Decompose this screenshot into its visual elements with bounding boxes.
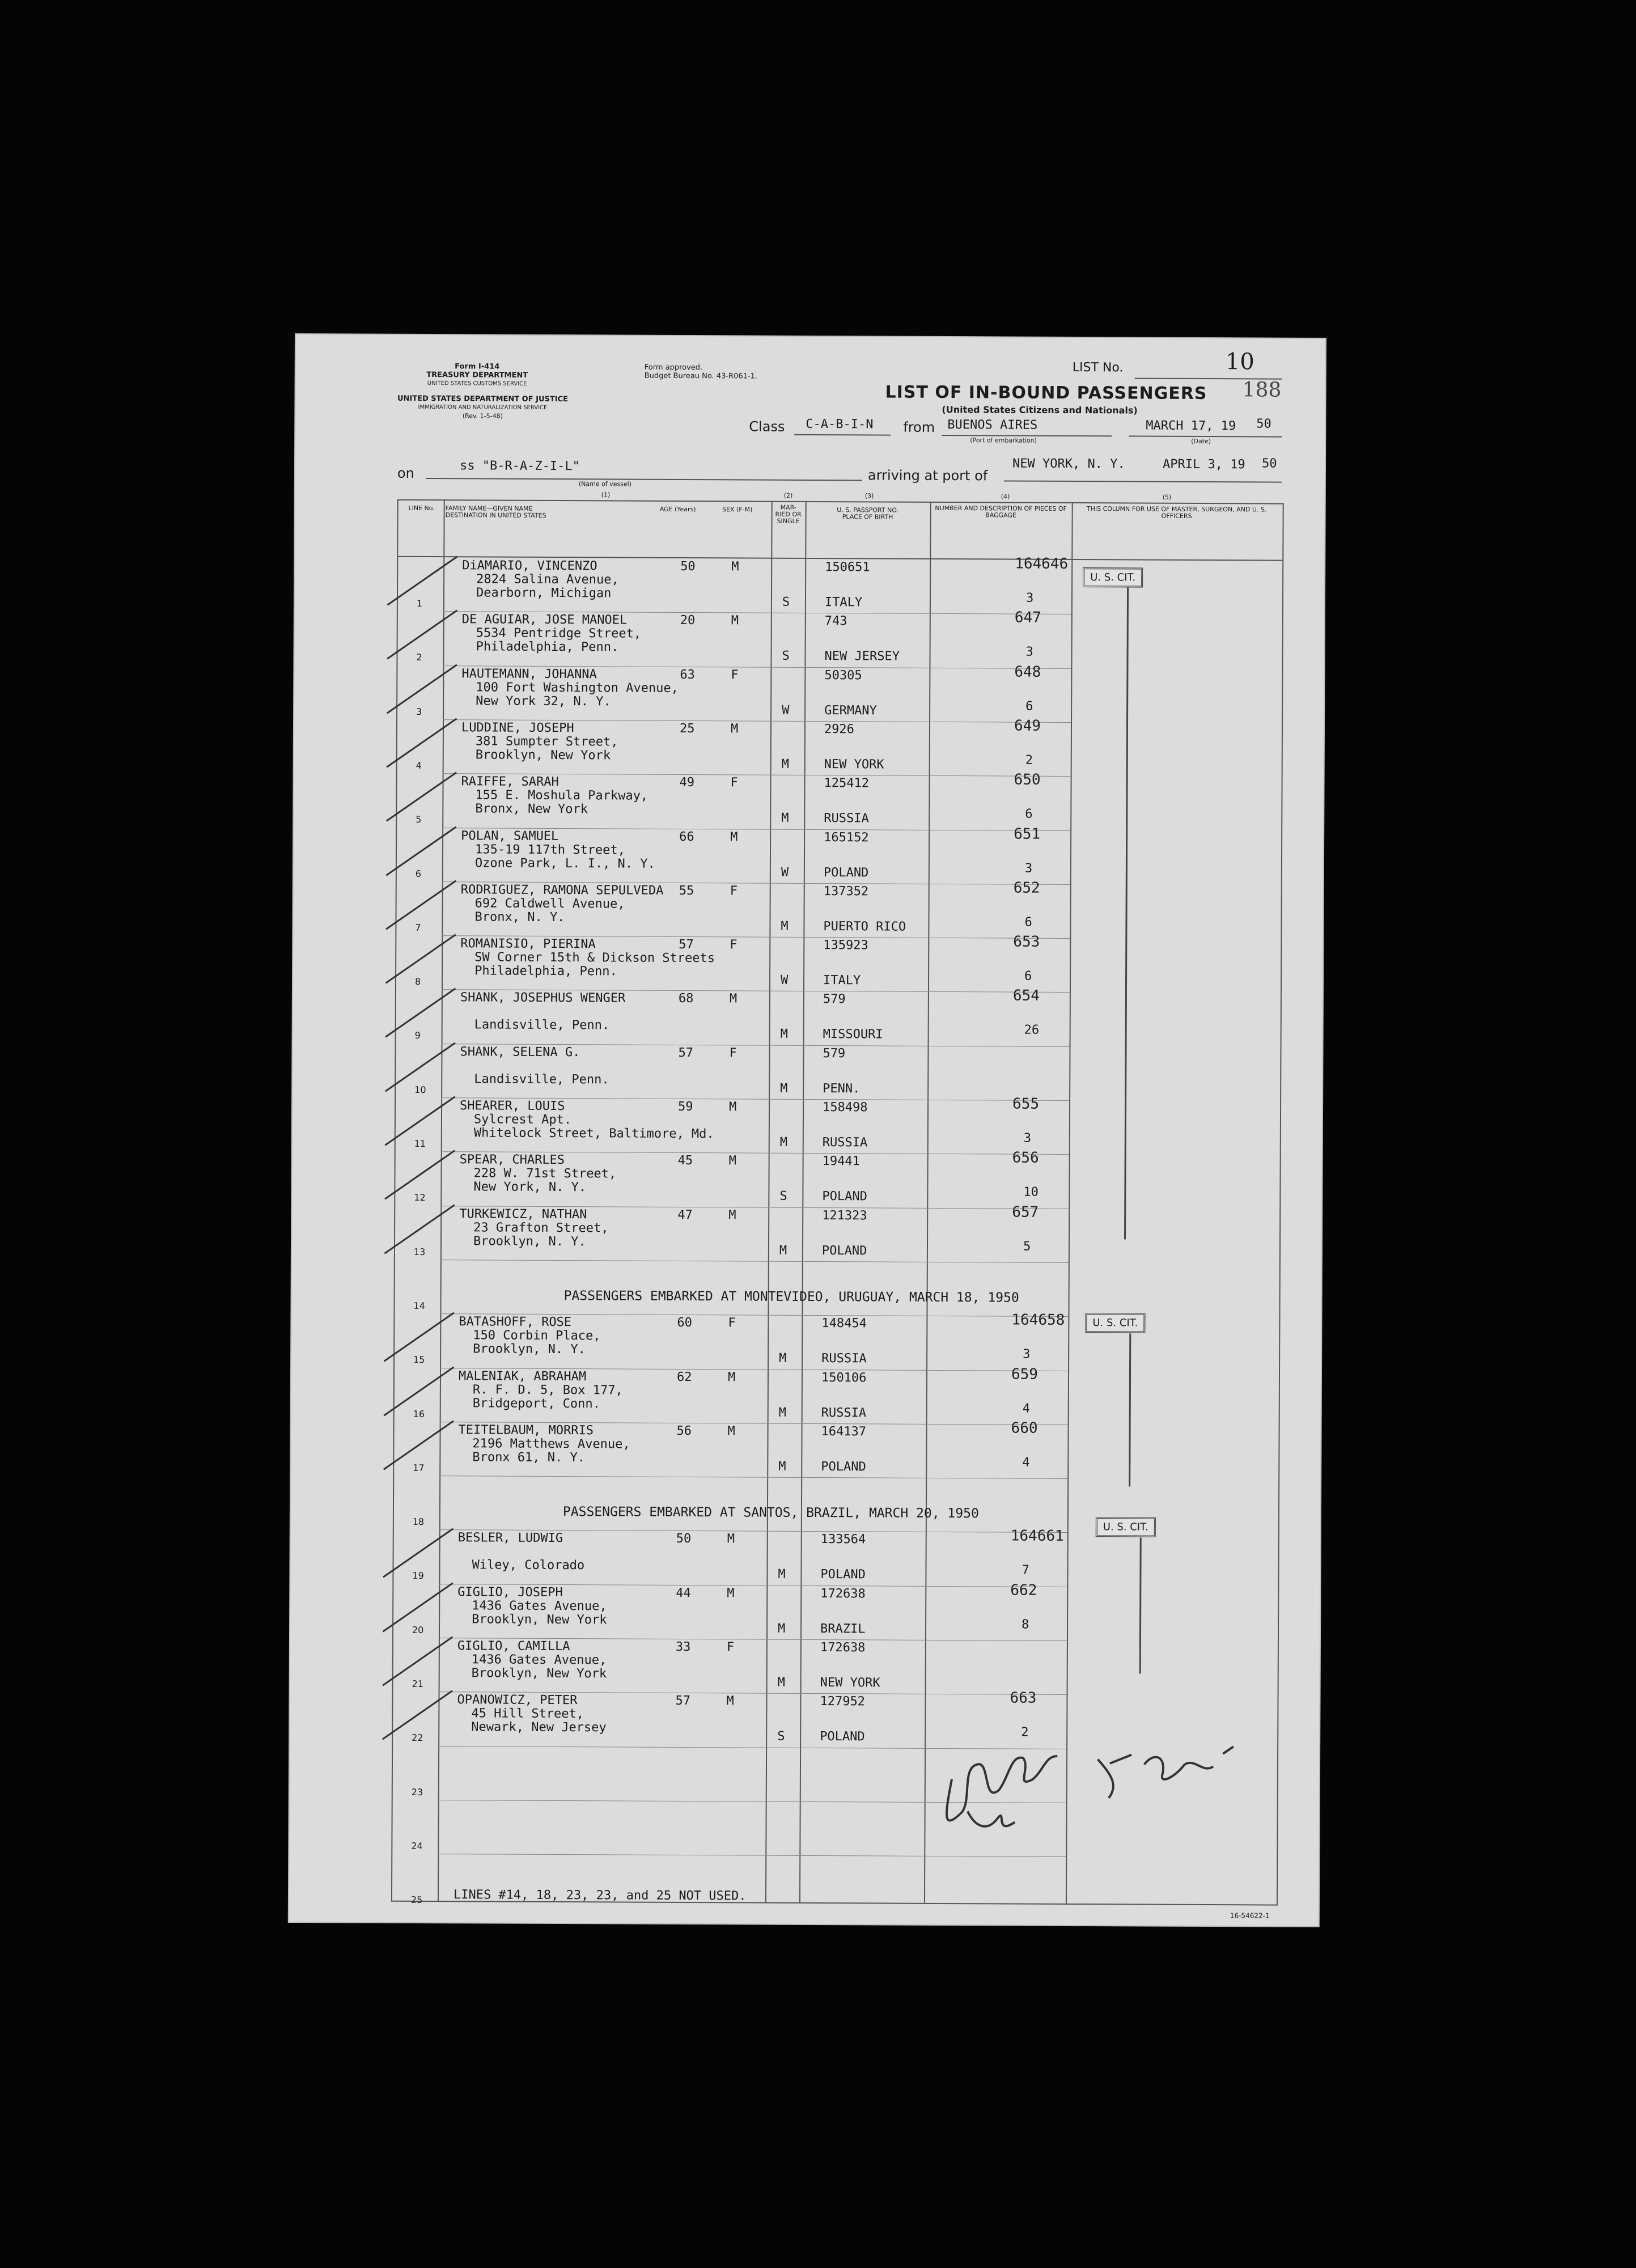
marital-status: S — [777, 1729, 785, 1744]
place-of-birth: PUERTO RICO — [823, 919, 906, 934]
place-of-birth: POLAND — [820, 1567, 866, 1582]
line-number: 10 — [414, 1084, 426, 1095]
passenger-manifest-sheet — [289, 334, 1325, 1926]
passenger-name: SPEAR, CHARLES — [459, 1152, 565, 1168]
place-of-birth: NEW YORK — [824, 757, 884, 772]
passenger-address: 150 Corbin Place, — [473, 1328, 601, 1343]
baggage-tag-number: 164661 — [1010, 1527, 1064, 1545]
passenger-address: Newark, New Jersey — [471, 1720, 607, 1735]
approval-block — [645, 363, 757, 381]
passenger-age: 50 — [676, 1532, 692, 1546]
passenger-age: 62 — [676, 1370, 692, 1384]
baggage-pieces: 3 — [1023, 1131, 1032, 1146]
baggage-pieces: 3 — [1025, 645, 1033, 659]
passenger-name: TEITELBAUM, MORRIS — [458, 1423, 594, 1438]
line-number: 25 — [410, 1894, 423, 1906]
passport-number: 165152 — [824, 830, 869, 845]
line-number: 4 — [416, 760, 422, 771]
marital-status: M — [777, 1621, 786, 1636]
passenger-name: ROMANISIO, PIERINA — [460, 936, 596, 952]
passenger-address: Bronx 61, N. Y. — [472, 1450, 586, 1465]
baggage-pieces: 8 — [1022, 1617, 1029, 1632]
passenger-address: Landisville, Penn. — [474, 1018, 610, 1033]
treasury-dept: TREASURY DEPARTMENT — [426, 371, 528, 380]
place-of-birth: BRAZIL — [820, 1621, 866, 1637]
baggage-pieces: 4 — [1022, 1401, 1031, 1416]
passport-number: 150106 — [821, 1370, 867, 1385]
line-number: 17 — [413, 1462, 425, 1473]
passport-number: 133564 — [820, 1532, 866, 1547]
passenger-age: 57 — [675, 1694, 691, 1709]
line-number: 13 — [413, 1246, 426, 1257]
col-num-2: (2) — [783, 491, 793, 499]
passenger-sex: M — [727, 1532, 735, 1546]
passport-number: 172638 — [820, 1640, 866, 1655]
baggage-pieces: 7 — [1022, 1563, 1029, 1578]
passenger-age: 57 — [679, 938, 694, 952]
arrival-port: NEW YORK, N. Y. — [1012, 456, 1125, 472]
form-code: 16-54622-1 — [1230, 1911, 1270, 1920]
passenger-sex: M — [729, 991, 738, 1006]
passenger-address: Sylcrest Apt. — [473, 1112, 572, 1127]
line-number: 5 — [416, 814, 422, 825]
on-label: on — [397, 465, 414, 481]
passenger-name: LUDDINE, JOSEPH — [461, 720, 574, 736]
place-of-birth: RUSSIA — [821, 1405, 867, 1420]
place-of-birth: PENN. — [823, 1081, 861, 1096]
passenger-name: MALENIAK, ABRAHAM — [458, 1368, 587, 1384]
passenger-address: 692 Caldwell Avenue, — [474, 896, 625, 912]
arriving-label: arriving at port of — [867, 467, 988, 484]
form-id: Form I-414 — [455, 362, 500, 371]
passenger-sex: M — [727, 1424, 735, 1439]
passenger-sex: M — [726, 1694, 734, 1709]
passenger-sex: F — [730, 775, 738, 790]
arrival-date: APRIL 3, 19 — [1162, 457, 1245, 472]
passenger-name: RAIFFE, SARAH — [461, 774, 559, 790]
us-citizen-stamp: U. S. CIT. — [1085, 1313, 1145, 1333]
place-of-birth: RUSSIA — [821, 1351, 867, 1366]
passenger-address: 155 E. Moshula Parkway, — [475, 788, 649, 803]
place-of-birth: MISSOURI — [823, 1027, 883, 1042]
passenger-address: SW Corner 15th & Dickson Streets — [474, 950, 715, 966]
marital-status: M — [778, 1459, 786, 1474]
passenger-age: 20 — [680, 613, 696, 628]
justice-dept: UNITED STATES DEPARTMENT OF JUSTICE — [397, 394, 569, 404]
passenger-name: DE AGUIAR, JOSE MANOEL — [461, 612, 628, 628]
marital-status: S — [782, 595, 790, 609]
page-subtitle: (United States Citizens and Nationals) — [942, 404, 1138, 416]
baggage-tag-number: 654 — [1012, 987, 1040, 1005]
marital-status: M — [781, 811, 789, 825]
passenger-address: 1436 Gates Avenue, — [471, 1652, 607, 1668]
place-of-birth: RUSSIA — [822, 1135, 868, 1150]
passenger-age: 25 — [679, 721, 695, 736]
baggage-tag-number: 164658 — [1011, 1311, 1065, 1329]
passenger-address: Bridgeport, Conn. — [472, 1396, 601, 1411]
header-sex: SEX (F-M) — [722, 506, 753, 514]
line-number: 12 — [414, 1192, 426, 1203]
col-num-4: (4) — [1001, 493, 1010, 501]
passenger-name: POLAN, SAMUEL — [461, 828, 559, 843]
line-number: 2 — [416, 652, 422, 663]
passport-number: 743 — [824, 614, 847, 629]
embarkation-port: BUENOS AIRES — [947, 418, 1038, 433]
list-no-label: LIST No. — [1072, 360, 1124, 375]
unused-lines-note: LINES #14, 18, 23, 23, and 25 NOT USED. — [453, 1888, 747, 1904]
place-of-birth: NEW JERSEY — [824, 649, 900, 664]
place-of-birth: POLAND — [823, 865, 869, 880]
baggage-tag-number: 648 — [1014, 663, 1041, 681]
passenger-age: 33 — [675, 1639, 691, 1655]
line-number: 16 — [413, 1408, 425, 1419]
passenger-sex: F — [731, 667, 739, 682]
passenger-age: 50 — [680, 559, 696, 574]
us-citizen-stamp: U. S. CIT. — [1083, 567, 1143, 587]
passenger-address: 2196 Matthews Avenue, — [472, 1436, 630, 1452]
passenger-age: 56 — [676, 1423, 692, 1438]
place-of-birth: RUSSIA — [824, 811, 869, 826]
passenger-age: 45 — [677, 1154, 693, 1168]
section-heading: PASSENGERS EMBARKED AT MONTEVIDEO, URUGUAY, MARCH 18, 1950 — [563, 1288, 1019, 1305]
line-number: 23 — [411, 1786, 423, 1798]
passenger-sex: M — [727, 1370, 736, 1384]
passenger-address: Dearborn, Michigan — [476, 586, 612, 601]
embarkation-year: 50 — [1256, 417, 1271, 431]
marital-status: M — [779, 1243, 787, 1258]
passenger-address: 135-19 117th Street, — [474, 842, 625, 858]
passenger-sex: F — [729, 1046, 737, 1061]
passport-number: 127952 — [820, 1694, 866, 1709]
passenger-address: Philadelphia, Penn. — [474, 964, 617, 979]
baggage-pieces: 6 — [1024, 969, 1032, 983]
place-of-birth: ITALY — [824, 595, 863, 610]
col-num-1: (1) — [601, 491, 611, 499]
marital-status: M — [780, 1081, 788, 1096]
passport-number: 125412 — [824, 776, 870, 791]
passenger-age: 55 — [679, 883, 694, 898]
passenger-sex: M — [727, 1586, 735, 1601]
line-number: 21 — [412, 1678, 424, 1690]
passport-number: 50305 — [824, 668, 862, 682]
baggage-tag-number: 660 — [1011, 1419, 1038, 1437]
passenger-sex: M — [730, 829, 738, 844]
passenger-address: Ozone Park, L. I., N. Y. — [474, 855, 655, 871]
marital-status: W — [780, 973, 789, 987]
passenger-address: 23 Grafton Street, — [473, 1220, 609, 1236]
marital-status: S — [779, 1189, 787, 1204]
passenger-address: Brooklyn, N. Y. — [473, 1342, 586, 1357]
baggage-tag-number: 164646 — [1015, 555, 1069, 573]
passport-number: 579 — [823, 1046, 846, 1061]
passenger-address: Bronx, N. Y. — [474, 910, 565, 925]
marital-status: M — [777, 1675, 785, 1690]
passenger-name: SHANK, JOSEPHUS WENGER — [460, 990, 626, 1006]
place-of-birth: NEW YORK — [820, 1676, 880, 1690]
passport-number: 172638 — [820, 1586, 866, 1601]
col-num-3: (3) — [864, 492, 874, 500]
page-number: 188 — [1242, 378, 1282, 402]
passenger-name: GIGLIO, CAMILLA — [457, 1639, 570, 1654]
passenger-name: TURKEWICZ, NATHAN — [459, 1206, 587, 1222]
passenger-address: 381 Sumpter Street, — [475, 734, 618, 749]
passenger-address: R. F. D. 5, Box 177, — [472, 1382, 623, 1398]
passenger-age: 63 — [680, 667, 695, 682]
marital-status: M — [781, 757, 790, 771]
line-number: 15 — [413, 1354, 425, 1366]
passenger-address: Brooklyn, New York — [472, 1612, 607, 1627]
passenger-age: 59 — [678, 1099, 693, 1114]
passenger-name: DiAMARIO, VINCENZO — [462, 558, 597, 574]
line-number: 14 — [413, 1300, 425, 1311]
passenger-address: Philadelphia, Penn. — [476, 639, 619, 655]
passenger-sex: M — [731, 559, 739, 574]
passenger-name: BESLER, LUDWIG — [457, 1531, 563, 1546]
passport-number: 579 — [823, 992, 846, 1007]
passenger-name: SHEARER, LOUIS — [460, 1099, 565, 1114]
passenger-name: GIGLIO, JOSEPH — [457, 1584, 563, 1600]
passport-number: 2926 — [824, 722, 855, 737]
passenger-sex: F — [728, 1316, 736, 1330]
page-title: LIST OF IN-BOUND PASSENGERS — [885, 382, 1207, 404]
baggage-tag-number: 652 — [1013, 879, 1040, 897]
header-officers: THIS COLUMN FOR USE OF MASTER, SURGEON, AND U. S. OFFICERS — [1086, 505, 1267, 520]
passenger-address: 5534 Pentridge Street, — [476, 626, 642, 641]
embarkation-caption: (Port of embarkation) — [970, 436, 1037, 444]
marital-status: W — [782, 703, 790, 718]
place-of-birth: POLAND — [820, 1729, 865, 1744]
passenger-address: Wiley, Colorado — [472, 1558, 585, 1573]
from-label: from — [903, 419, 935, 435]
marital-status: M — [779, 1135, 788, 1150]
customs-service: UNITED STATES CUSTOMS SERVICE — [427, 380, 527, 387]
line-number: 9 — [414, 1030, 421, 1041]
form-header-left — [392, 362, 562, 388]
revision: (Rev. 1-5-48) — [462, 412, 503, 420]
passenger-address: Whitelock Street, Baltimore, Md. — [473, 1126, 714, 1142]
passenger-sex: F — [726, 1640, 735, 1655]
passenger-address: Landisville, Penn. — [474, 1072, 609, 1087]
arrival-year: 50 — [1261, 456, 1277, 471]
passport-number: 137352 — [823, 884, 869, 899]
baggage-pieces: 3 — [1024, 861, 1033, 876]
passenger-address: Brooklyn, N. Y. — [473, 1233, 586, 1249]
date-caption: (Date) — [1191, 437, 1211, 446]
baggage-tag-number: 663 — [1010, 1689, 1037, 1707]
baggage-pieces: 4 — [1022, 1455, 1030, 1470]
marital-status: M — [781, 919, 789, 934]
marital-status: M — [780, 1027, 788, 1042]
class-label: Class — [749, 418, 785, 435]
passenger-address: 2824 Salina Avenue, — [476, 572, 619, 587]
passport-number: 135923 — [823, 938, 868, 953]
section-heading: PASSENGERS EMBARKED AT SANTOS, BRAZIL, MARCH 20, 1950 — [562, 1504, 979, 1521]
line-number: 11 — [414, 1138, 426, 1150]
line-number: 22 — [412, 1732, 423, 1744]
place-of-birth: ITALY — [823, 973, 861, 988]
passenger-sex: M — [730, 722, 739, 736]
passenger-age: 60 — [677, 1316, 692, 1330]
place-of-birth: GERMANY — [824, 703, 877, 718]
vessel-caption: (Name of vessel) — [578, 480, 632, 488]
justice-block — [363, 395, 601, 421]
baggage-tag-number: 649 — [1014, 717, 1041, 735]
passenger-address: 45 Hill Street, — [471, 1706, 584, 1722]
marital-status: W — [781, 865, 789, 880]
passenger-address: 1436 Gates Avenue, — [472, 1599, 607, 1614]
passenger-address: New York 32, N. Y. — [476, 693, 611, 709]
header-baggage: NUMBER AND DESCRIPTION OF PIECES OF BAGGAGE — [935, 504, 1067, 519]
line-number: 20 — [412, 1624, 424, 1635]
baggage-tag-number: 656 — [1012, 1149, 1039, 1167]
baggage-pieces: 10 — [1023, 1185, 1039, 1200]
place-of-birth: POLAND — [822, 1189, 867, 1204]
baggage-pieces: 3 — [1023, 1347, 1031, 1362]
form-approved: Form approved. — [644, 363, 703, 372]
line-number: 24 — [411, 1840, 423, 1851]
embarkation-date: MARCH 17, 19 — [1146, 418, 1236, 434]
passenger-sex: M — [731, 613, 739, 628]
baggage-tag-number: 659 — [1011, 1366, 1039, 1383]
header-age: AGE (Years) — [659, 505, 696, 514]
line-number: 7 — [415, 922, 421, 933]
marital-status: M — [778, 1405, 787, 1420]
baggage-tag-number: 655 — [1012, 1095, 1040, 1113]
baggage-tag-number: 657 — [1012, 1203, 1039, 1221]
passport-number: 148454 — [821, 1316, 867, 1331]
passport-number: 19441 — [822, 1154, 860, 1169]
baggage-tag-number: 647 — [1014, 609, 1041, 627]
passenger-age: 57 — [678, 1045, 694, 1060]
passport-number: 150651 — [825, 560, 870, 575]
passenger-address: New York, N. Y. — [473, 1180, 587, 1195]
passenger-address: 228 W. 71st Street, — [473, 1166, 617, 1181]
baggage-tag-number: 653 — [1013, 933, 1040, 951]
passenger-address: Brooklyn, New York — [471, 1666, 607, 1681]
header-line-no: LINE No. — [408, 504, 435, 512]
baggage-pieces: 2 — [1021, 1725, 1029, 1740]
passenger-name: HAUTEMANN, JOHANNA — [461, 666, 597, 681]
passenger-address: Brooklyn, New York — [475, 748, 611, 763]
passenger-sex: F — [730, 938, 738, 952]
place-of-birth: POLAND — [821, 1459, 866, 1474]
budget-bureau: Budget Bureau No. 43-R061-1. — [644, 371, 758, 381]
passenger-age: 49 — [679, 775, 695, 790]
passenger-age: 47 — [677, 1207, 693, 1222]
line-number: 19 — [412, 1570, 424, 1582]
passenger-address: 100 Fort Washington Avenue, — [476, 680, 679, 696]
place-of-birth: POLAND — [821, 1243, 867, 1258]
header-name: FAMILY NAME—GIVEN NAME DESTINATION IN UNITED STATES — [445, 505, 546, 519]
header-passport: U. S. PASSPORT NO. PLACE OF BIRTH — [837, 506, 899, 521]
baggage-tag-number: 662 — [1010, 1582, 1037, 1599]
passenger-sex: F — [730, 884, 738, 898]
passenger-sex: M — [728, 1207, 736, 1222]
passport-number: 121323 — [822, 1208, 867, 1223]
vessel-name: ss "B-R-A-Z-I-L" — [459, 459, 580, 474]
class-value: C-A-B-I-N — [806, 417, 874, 432]
header-married: MAR-RIED OR SINGLE — [775, 503, 802, 525]
baggage-pieces: 6 — [1025, 699, 1033, 714]
line-number: 18 — [412, 1516, 425, 1528]
marital-status: M — [778, 1567, 786, 1582]
passenger-name: OPANOWICZ, PETER — [457, 1693, 578, 1708]
passenger-address: Bronx, New York — [475, 802, 588, 817]
passenger-age: 68 — [678, 991, 694, 1006]
marital-status: S — [782, 649, 790, 664]
baggage-pieces: 6 — [1024, 915, 1032, 930]
line-number: 3 — [416, 706, 422, 717]
baggage-pieces: 2 — [1025, 753, 1033, 768]
ins-service: IMMIGRATION AND NATURALIZATION SERVICE — [418, 404, 548, 411]
passenger-name: SHANK, SELENA G. — [460, 1044, 580, 1059]
baggage-tag-number: 650 — [1014, 771, 1041, 788]
baggage-pieces: 26 — [1024, 1023, 1040, 1038]
baggage-pieces: 6 — [1025, 807, 1033, 821]
passport-number: 158498 — [823, 1100, 868, 1115]
baggage-tag-number: 651 — [1014, 825, 1041, 843]
list-no-value: 10 — [1225, 349, 1254, 375]
passenger-sex: M — [728, 1154, 736, 1168]
line-number: 8 — [414, 976, 421, 987]
line-number: 1 — [416, 597, 423, 609]
passenger-sex: M — [729, 1100, 737, 1114]
line-number: 6 — [415, 868, 422, 879]
passenger-age: 44 — [676, 1586, 691, 1600]
passport-number: 164137 — [821, 1424, 867, 1439]
passenger-name: BATASHOFF, ROSE — [459, 1315, 572, 1330]
passenger-name: RODRIGUEZ, RAMONA SEPULVEDA — [460, 883, 664, 898]
baggage-pieces: 3 — [1025, 591, 1034, 605]
us-citizen-stamp: U. S. CIT. — [1096, 1517, 1156, 1537]
col-num-5: (5) — [1162, 493, 1172, 501]
baggage-pieces: 5 — [1023, 1239, 1031, 1254]
marital-status: M — [779, 1351, 787, 1366]
passenger-age: 66 — [679, 829, 694, 844]
